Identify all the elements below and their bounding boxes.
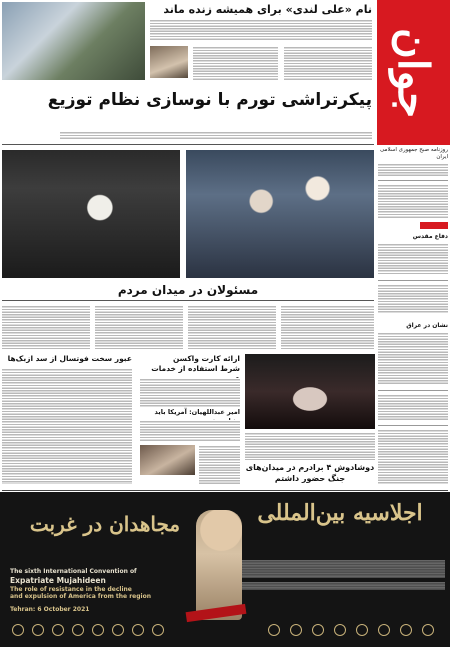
vaccine-headline[interactable]: ارائه کارت واکسن <box>172 354 240 363</box>
right-brief-title-1: دفاع مقدس <box>412 233 448 240</box>
divider <box>2 144 374 145</box>
right-brief-body-2 <box>378 284 448 314</box>
futsal-story-text <box>2 368 132 484</box>
ad-english-line: The sixth International Convention of <box>10 568 137 575</box>
masthead <box>377 0 450 145</box>
amirabdollahian-headline[interactable]: امیر عبداللهیان: آمریکا باید <box>154 408 240 416</box>
ad-subtitle-persian <box>240 560 445 578</box>
ad-hand-portrait-image <box>196 510 242 620</box>
right-brief-top <box>378 184 448 218</box>
right-column-rule <box>378 280 448 281</box>
ad-english-line: The role of resistance in the decline <box>10 585 132 593</box>
top-subheadline <box>150 19 372 41</box>
photo-memorial <box>245 354 375 429</box>
amirabdollahian-story-text <box>140 420 240 442</box>
photo-officials-right <box>186 150 374 278</box>
text-column-3 <box>188 305 276 350</box>
sponsor-logo-icon <box>334 624 346 636</box>
right-brief-title-2: نشان در عراق <box>406 322 448 329</box>
right-brief-body-5 <box>378 429 448 485</box>
ad-english-text <box>10 568 185 601</box>
ad-date-persian <box>240 582 445 590</box>
main-subheadline <box>60 131 372 139</box>
section-tag <box>420 222 448 229</box>
ad-english-line: Expatriate Mujahideen <box>10 575 106 585</box>
top-story-text-2 <box>284 46 372 80</box>
right-column-rule <box>378 425 448 426</box>
top-headline[interactable]: نام «علی لندی» برای همیشه زنده ماند <box>163 3 372 16</box>
text-column-2 <box>95 305 183 350</box>
sponsor-logo-icon <box>112 624 124 636</box>
memorial-story-text <box>245 432 375 460</box>
top-story-text-1 <box>193 46 278 80</box>
sponsor-logo-icon <box>132 624 144 636</box>
sponsor-logo-icon <box>12 624 24 636</box>
vaccine-story-text <box>140 378 240 408</box>
publication-info <box>378 147 448 177</box>
ad-english-date: Tehran: 6 October 2021 <box>10 606 90 613</box>
sponsor-logo-icon <box>152 624 164 636</box>
sponsor-logo-icon <box>378 624 390 636</box>
futsal-headline[interactable]: عبور سخت فوتسال از سد ازبک‌ها <box>7 354 132 363</box>
sponsor-logo-icon <box>422 624 434 636</box>
vaccine-story-lines <box>140 378 240 408</box>
ad-title-persian-calligraphy: مجاهدان در غربت <box>29 512 181 536</box>
divider <box>2 300 374 301</box>
sponsor-logo-icon <box>356 624 368 636</box>
text-column-4 <box>281 305 374 350</box>
top-photo <box>2 2 145 80</box>
divider <box>2 490 448 491</box>
top-photo-small <box>150 46 188 78</box>
sponsor-logo-icon <box>92 624 104 636</box>
right-column-rule <box>378 180 448 181</box>
sponsor-logo-icon <box>290 624 302 636</box>
photo-officials-left <box>2 150 180 278</box>
main-headline[interactable]: پیکرتراشی تورم با نوسازی نظام توزیع <box>47 90 372 110</box>
sponsor-logo-icon <box>268 624 280 636</box>
mid-small-story-text <box>199 445 240 485</box>
sponsor-logo-icon <box>32 624 44 636</box>
ad-english-line: and expulsion of America from the region <box>10 593 151 600</box>
right-column-rule <box>378 390 448 391</box>
sponsor-logo-icon <box>312 624 324 636</box>
publication-info-line: روزنامه صبح جمهوری اسلامی ایران <box>379 147 448 160</box>
sponsor-logo-icon <box>72 624 84 636</box>
text-column-1 <box>2 305 90 350</box>
photo-small-mid <box>140 445 195 475</box>
right-brief-body-1 <box>378 243 448 275</box>
right-brief-body-3 <box>378 332 448 384</box>
sponsor-logo-icon <box>52 624 64 636</box>
publication-info-text <box>378 163 448 177</box>
right-brief-body-4 <box>378 394 448 420</box>
ad-title-persian: اجلاسیه بین‌المللی <box>257 500 423 526</box>
vaccine-subheadline: شرط استفاده از خدمات <box>151 364 240 373</box>
middle-headline[interactable]: مسئولان در میدان مردم <box>117 283 259 297</box>
newspaper-logo: جوان <box>389 27 438 119</box>
sponsor-logo-icon <box>400 624 412 636</box>
memorial-headline[interactable]: دوشادوش ۴ برادرم در میدان‌های جنگ حضور داشتم <box>245 463 375 483</box>
